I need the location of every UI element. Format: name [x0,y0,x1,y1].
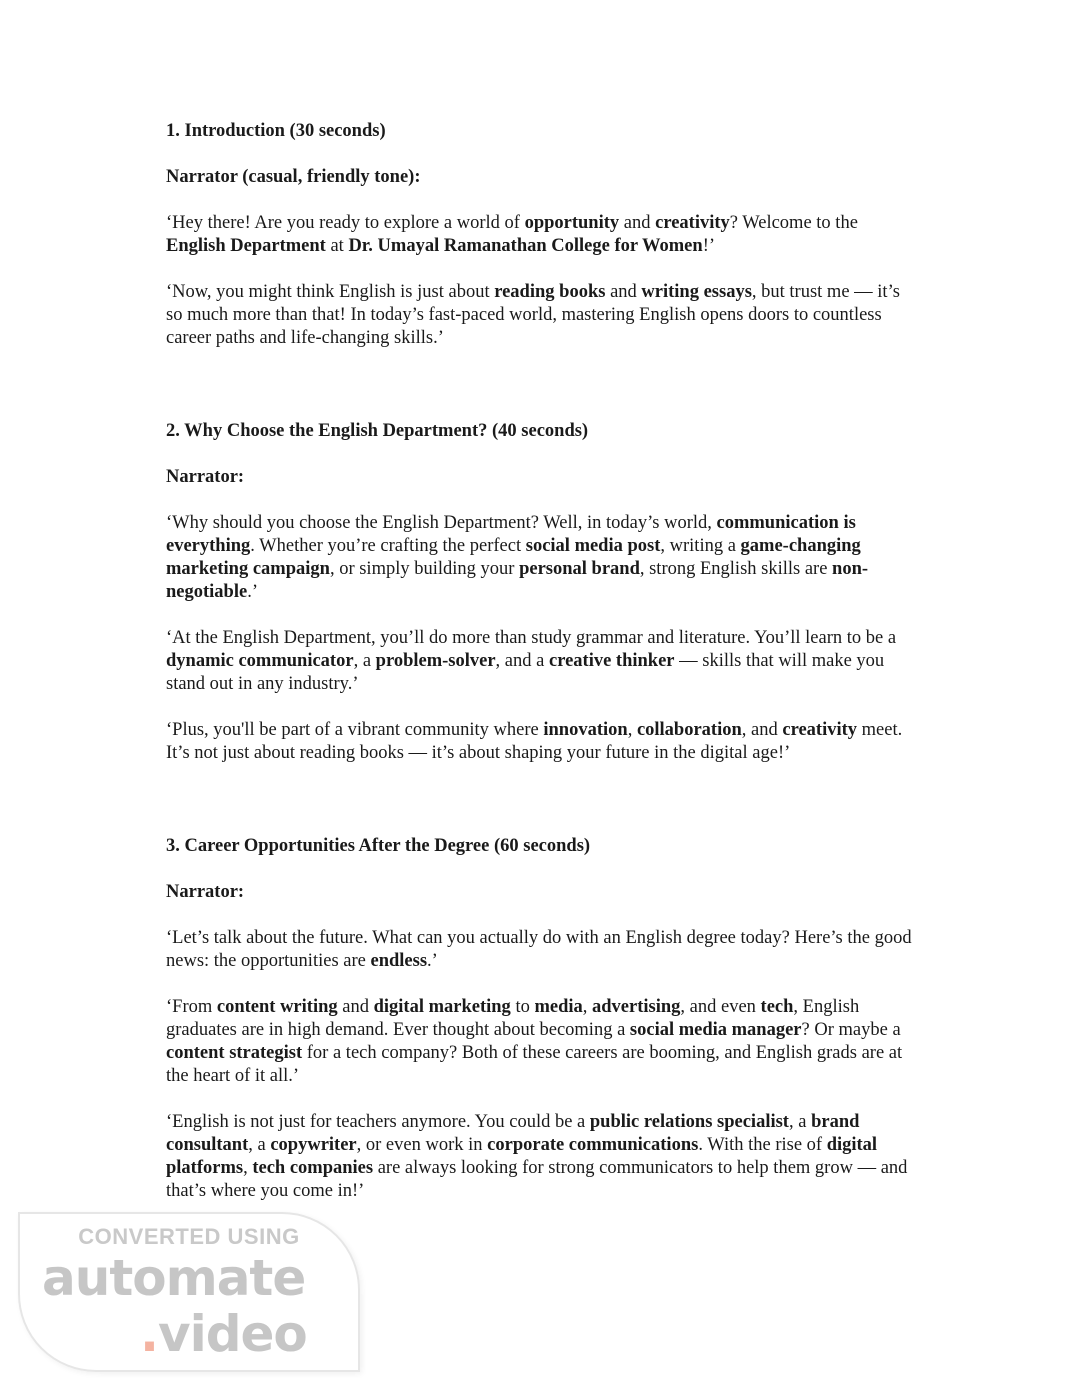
narrator-label: Narrator: [166,467,245,487]
text-run: are always looking for strong communicators to help them grow — and that’s where you come in!’ [166,1158,908,1201]
text-run: , but trust me — it’s so much more than that! In today’s fast-paced world, mastering English opens doors to countless career paths and life-changing skills.’ [166,282,900,348]
text-run: to [510,997,535,1017]
watermark-suffix-text: video [158,1305,307,1363]
bold-text: non-negotiable [166,559,869,602]
watermark-brand: automate [42,1249,306,1307]
text-run: ? Or maybe a [801,1020,901,1040]
text-run: , [582,997,593,1017]
text-run: , a [353,651,376,671]
text-run: for a tech company? Both of these careers are booming, and English grads are at the heart of it all.’ [166,1043,903,1086]
bold-text: public relations specialist [589,1112,789,1132]
paragraph [166,719,918,765]
bold-text: dynamic communicator [166,651,354,671]
paragraph [166,281,918,350]
bold-text: copywriter [270,1135,357,1155]
text-run: at [325,236,349,256]
text-run: ‘Why should you choose the English Department? Well, in today’s world, [166,513,717,533]
narrator-label: Narrator: [166,882,245,902]
bold-text: innovation [543,720,628,740]
bold-text: brand consultant [166,1112,860,1155]
text-run: , a [788,1112,812,1132]
document-page [166,120,918,1203]
bold-text: social media manager [629,1020,802,1040]
bold-text: digital marketing [373,997,511,1017]
bold-text: tech [760,997,794,1017]
text-run: and [619,213,656,233]
paragraph [166,927,918,973]
text-run: — skills that will make you stand out in any industry.’ [166,651,885,694]
text-run: ? Welcome to the [729,213,858,233]
text-run: , English graduates are in high demand. Ever thought about becoming a [166,997,860,1040]
bold-text: problem-solver [375,651,496,671]
text-run: , and even [680,997,761,1017]
bold-text: English Department [166,236,326,256]
watermark-badge [18,1212,360,1372]
bold-text: reading books [494,282,606,302]
text-run: , or even work in [356,1135,488,1155]
watermark-brand-suffix [140,1306,307,1362]
bold-text: creative thinker [548,651,675,671]
bold-text: writing essays [641,282,752,302]
text-run: , [243,1158,253,1178]
text-run: , [627,720,637,740]
bold-text: endless [370,951,428,971]
bold-text: personal brand [519,559,640,579]
text-run: , or simply building your [329,559,520,579]
bold-text: social media post [525,536,661,556]
text-run: , writing a [660,536,741,556]
watermark-caption: CONVERTED USING [78,1224,300,1249]
text-run: , and a [495,651,549,671]
section-heading: 2. Why Choose the English Department? (40 seconds) [166,421,589,441]
text-run: ‘Plus, you'll be part of a vibrant community where [166,720,544,740]
paragraph [166,512,918,604]
bold-text: media [534,997,583,1017]
bold-text: content writing [216,997,338,1017]
text-run: and [605,282,642,302]
section-career-opportunities [166,835,918,1203]
paragraph [166,212,918,258]
bold-text: Dr. Umayal Ramanathan College for Women [348,236,703,256]
text-run: ‘Let’s talk about the future. What can you actually do with an English degree today? Here’s the good news: the opportunities are [166,928,912,971]
watermark-dot: . [140,1305,158,1363]
text-run: ‘English is not just for teachers anymore. You could be a [166,1112,590,1132]
text-run: ‘At the English Department, you’ll do more than study grammar and literature. You’ll learn to be a [166,628,897,648]
bold-text: tech companies [252,1158,374,1178]
text-run: meet. It’s not just about reading books — it’s about shaping your future in the digital age!’ [166,720,903,763]
paragraph [166,996,918,1088]
bold-text: opportunity [524,213,620,233]
text-run: ‘Now, you might think English is just about [166,282,495,302]
text-run: !’ [702,236,716,256]
text-run: . With the rise of [698,1135,827,1155]
section-introduction [166,120,918,350]
text-run: ‘Hey there! Are you ready to explore a world of [166,213,525,233]
bold-text: game-changing marketing campaign [166,536,861,579]
bold-text: advertising [592,997,681,1017]
text-run: . Whether you’re crafting the perfect [250,536,526,556]
bold-text: corporate communications [487,1135,699,1155]
bold-text: collaboration [636,720,742,740]
text-run: .’ [427,951,438,971]
text-run: .’ [247,582,258,602]
narrator-label: Narrator (casual, friendly tone): [166,167,421,187]
section-heading: 1. Introduction (30 seconds) [166,121,386,141]
text-run: , strong English skills are [639,559,833,579]
bold-text: digital platforms [166,1135,878,1178]
text-run: and [337,997,374,1017]
text-run: ‘From [166,997,217,1017]
bold-text: creativity [655,213,730,233]
paragraph [166,1111,918,1203]
paragraph [166,627,918,696]
bold-text: creativity [782,720,858,740]
bold-text: communication is everything [166,513,856,556]
section-why-choose [166,420,918,765]
text-run: , and [741,720,783,740]
section-heading: 3. Career Opportunities After the Degree (60 seconds) [166,836,591,856]
bold-text: content strategist [166,1043,303,1063]
text-run: , a [248,1135,271,1155]
